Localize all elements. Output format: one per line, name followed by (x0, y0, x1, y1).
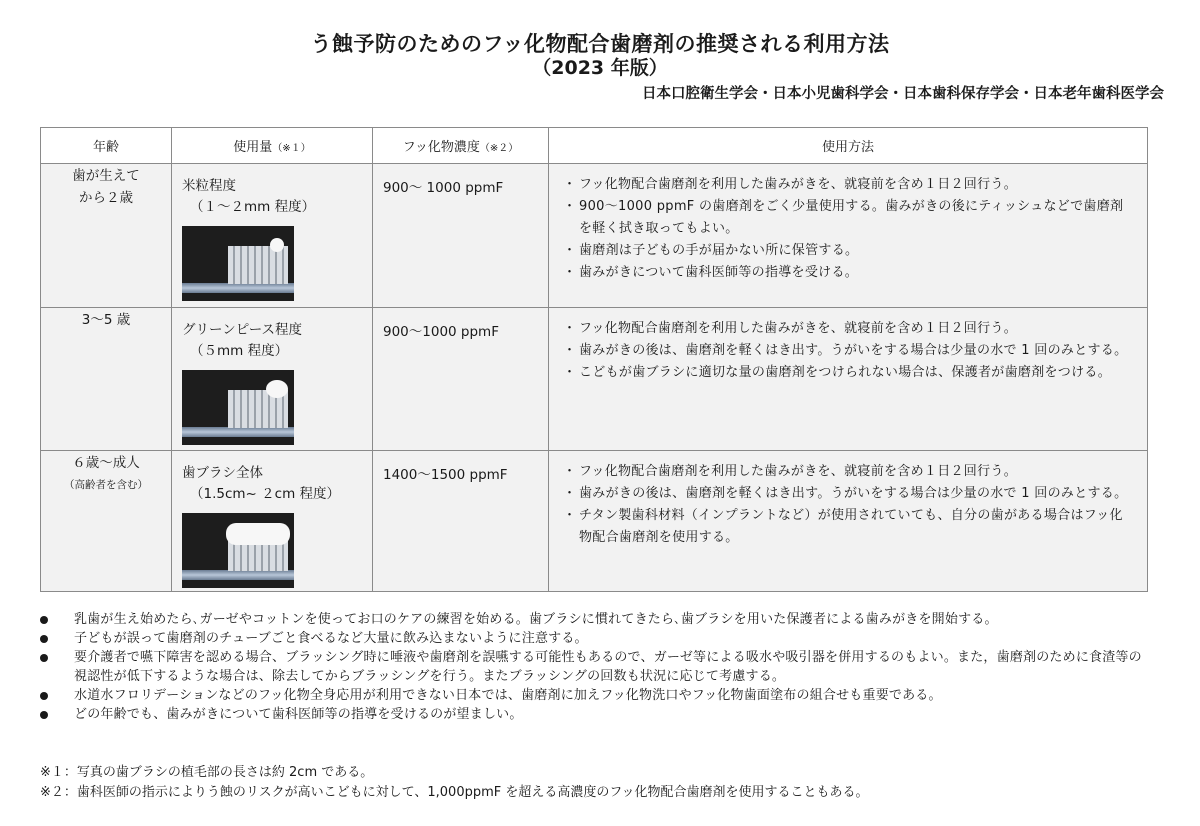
concentration-cell (373, 308, 549, 451)
amount-label: 米粒程度 (182, 178, 236, 194)
societies-label: 日本口腔衛生学会・日本小児歯科学会・日本歯科保存学会・日本老年歯科医学会 (642, 86, 1164, 102)
note-item: どの年齢でも、歯みがきについて歯科医師等の指導を受けるのが望ましい。 (40, 705, 1148, 724)
header-concentration-label: フッ化物濃度 (402, 140, 480, 155)
age-cell (41, 451, 172, 592)
note-item: 子どもが誤って歯磨剤のチューブごと食べるなど大量に飲み込まないように注意する。 (40, 629, 1148, 648)
age-line: ６歳～成人 (72, 455, 140, 471)
toothpaste-pea (266, 380, 288, 398)
header-amount (172, 128, 373, 164)
toothpaste-rice-grain (270, 238, 284, 252)
recommendation-table (40, 127, 1148, 592)
note-item: 要介護者で嚥下障害を認める場合、ブラッシング時に唾液や歯磨剤を誤嚥する可能性もあるので、ガーゼ等による吸水や吸引器を併用するのもよい。また，歯磨剤のために食渣等の視認性が低下するような場合は、除去してからブラッシングを行う。またブラッシングの回数も状況に応じて考慮する。 (40, 648, 1148, 686)
header-method-label: 使用方法 (821, 140, 874, 155)
brush-handle (182, 283, 294, 293)
concentration-value: 1400～1500 ppmF (383, 467, 508, 483)
note-item: 水道水フロリデーションなどのフッ化物全身応用が利用できない日本では、歯磨剤に加えフッ化物洗口やフッ化物歯面塗布の組合せも重要である。 (40, 686, 1148, 705)
age-line: 歯が生えて (72, 168, 140, 184)
header-concentration (373, 128, 549, 164)
page-title: う蝕予防のためのフッ化物配合歯磨剤の推奨される利用方法 (310, 32, 890, 56)
header-amount-label: 使用量 (233, 140, 273, 155)
amount-sub: （５mm 程度） (190, 343, 289, 359)
method-item: ・ フッ化物配合歯磨剤を利用した歯みがきを、就寝前を含め１日２回行う。 (563, 174, 1135, 196)
method-item: ・ フッ化物配合歯磨剤を利用した歯みがきを、就寝前を含め１日２回行う。 (563, 461, 1135, 483)
age-sub: （高齢者を含む） (64, 479, 148, 491)
method-item: ・ こどもが歯ブラシに適切な量の歯磨剤をつけられない場合は、保護者が歯磨剤をつける。 (563, 362, 1135, 384)
method-item: ・ 歯みがきの後は、歯磨剤を軽くはき出す。うがいをする場合は少量の水で 1 回のみとする。 (563, 340, 1135, 362)
toothbrush-photo (182, 513, 294, 588)
method-item: ・ チタン製歯科材料（インプラントなど）が使用されていても、自分の歯がある場合はフッ化物配合歯磨剤を使用する。 (563, 505, 1135, 549)
table-header-row (41, 128, 1148, 164)
footnotes (40, 763, 868, 803)
method-item: ・ フッ化物配合歯磨剤を利用した歯みがきを、就寝前を含め１日２回行う。 (563, 318, 1135, 340)
concentration-cell (373, 451, 549, 592)
method-item: ・ 歯磨剤は子どもの手が届かない所に保管する。 (563, 240, 1135, 262)
header-age-label: 年齢 (92, 140, 119, 155)
amount-cell (172, 451, 373, 592)
method-list (563, 174, 1135, 284)
age-line: から２歳 (79, 190, 133, 206)
method-item: ・ 900～1000 ppmF の歯磨剤をごく少量使用する。歯みがきの後にティッシュなどで歯磨剤を軽く拭き取ってもよい。 (563, 196, 1135, 240)
table-row (41, 451, 1148, 592)
header-amount-note: （※１） (272, 143, 311, 154)
toothpaste-full-brush (226, 523, 290, 545)
age-cell (41, 164, 172, 308)
edition-label: （2023 年版） (532, 57, 668, 79)
amount-label: 歯ブラシ全体 (182, 465, 263, 481)
note-item: 乳歯が生え始めたら､ガーゼやコットンを使ってお口のケアの練習を始める。歯ブラシに慣れてきたら､歯ブラシを用いた保護者による歯みがきを開始する。 (40, 610, 1148, 629)
header-method (549, 128, 1148, 164)
amount-cell (172, 164, 373, 308)
age-cell (41, 308, 172, 451)
amount-cell (172, 308, 373, 451)
method-list (563, 461, 1135, 549)
header-concentration-note: （※２） (479, 143, 519, 154)
method-item: ・ 歯みがきについて歯科医師等の指導を受ける。 (563, 262, 1135, 284)
amount-label: グリーンピース程度 (182, 322, 303, 338)
method-list (563, 318, 1135, 384)
footnote: ※２：歯科医師の指示によりう蝕のリスクが高いこどもに対して、1,000ppmF を超える高濃度のフッ化物配合歯磨剤を使用することもある。 (40, 785, 869, 800)
concentration-value: 900～1000 ppmF (383, 324, 499, 340)
toothbrush-photo (182, 370, 294, 445)
notes-list (40, 610, 1148, 724)
amount-sub: （１～２mm 程度） (190, 199, 316, 215)
amount-sub: （1.5cm~ ２cm 程度） (190, 486, 341, 502)
concentration-value: 900～ 1000 ppmF (383, 180, 504, 196)
header-age (41, 128, 172, 164)
table-row (41, 308, 1148, 451)
method-cell (549, 308, 1148, 451)
brush-handle (182, 570, 294, 580)
brush-handle (182, 427, 294, 437)
toothbrush-photo (182, 226, 294, 301)
footnote: ※１：写真の歯ブラシの植毛部の長さは約 2cm である。 (40, 765, 374, 780)
method-item: ・ 歯みがきの後は、歯磨剤を軽くはき出す。うがいをする場合は少量の水で 1 回のみとする。 (563, 483, 1135, 505)
concentration-cell (373, 164, 549, 308)
method-cell (549, 451, 1148, 592)
age-line: 3～5 歳 (81, 312, 131, 328)
method-cell (549, 164, 1148, 308)
table-row (41, 164, 1148, 308)
